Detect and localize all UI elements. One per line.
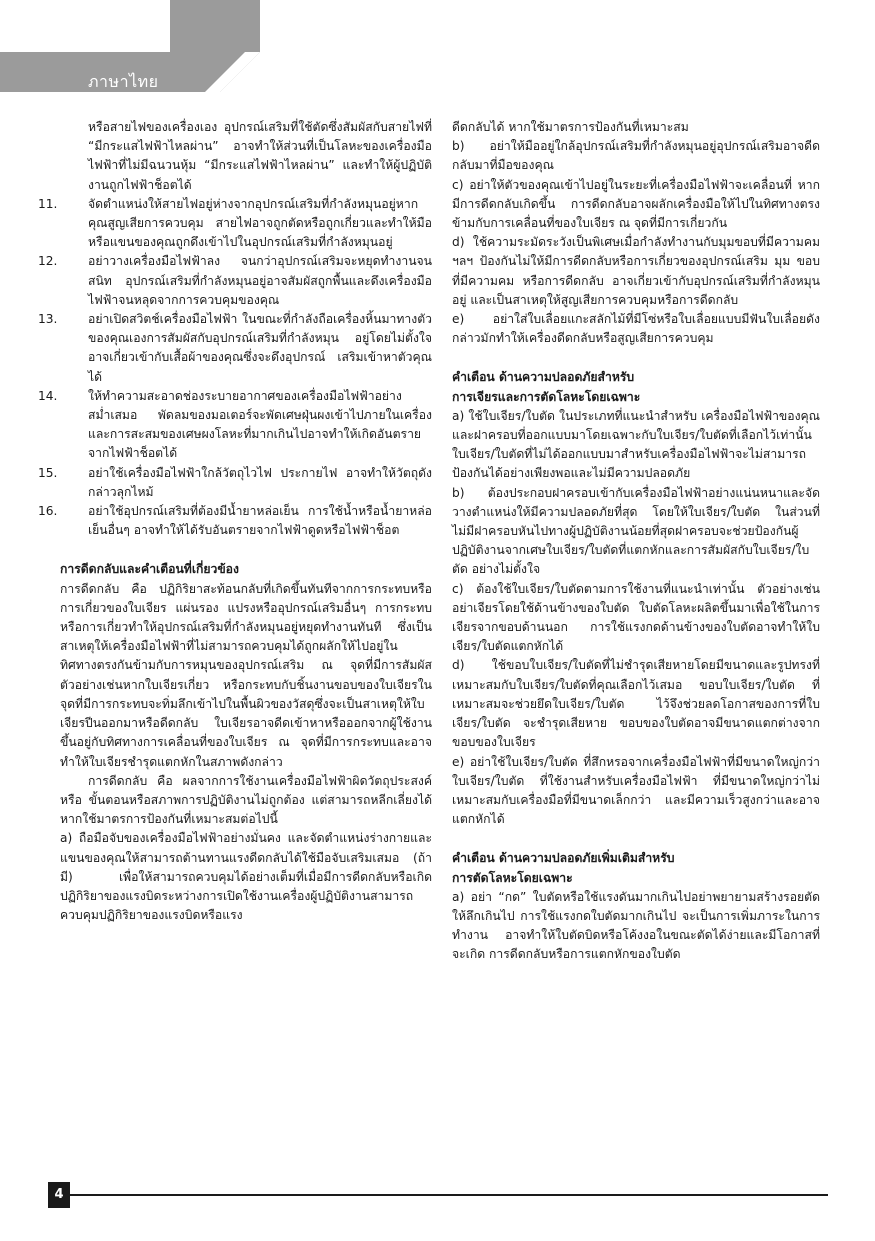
spacer — [60, 540, 432, 560]
list-item-number: 11. — [38, 196, 58, 211]
kickback-paragraph: การดีดกลับ คือ ผลจากการใช้งานเครื่องมือไฟฟ้าผิดวัตถุประสงค์ หรือ ขั้นตอนหรือสภาพการปฏิบัติงานไม่ถูกต้อง แต่สามารถหลีกเลี่ยงได้หากใช้มาตรการป้องกันที่เหมาะสมต่อไปนี้ — [60, 773, 432, 827]
list-item-continued — [60, 118, 432, 195]
list-item — [38, 252, 432, 310]
list-item-text: อย่าใช้เครื่องมือไฟฟ้าใกล้วัตถุไวไฟ ประกายไฟ อาจทำให้วัตถุดังกล่าวลุกไหม้ — [88, 465, 432, 499]
list-item-text: หรือสายไฟของเครื่องเอง อุปกรณ์เสริมที่ใช้ตัดซึ่งสัมผัสกับสายไฟที่ “มีกระแสไฟฟ้าไหลผ่าน” อาจทำให้ส่วนที่เป็นโลหะของเครื่องมือไฟฟ้าที่ไม่มีฉนวนหุ้ม “มีกระแสไฟฟ้าไหลผ่าน” และทำให้ผู้ปฏิบัติงานถูกไฟฟ้าช็อตได้ — [88, 120, 432, 192]
spacer — [452, 348, 820, 368]
grinding-heading-line2: การเจียรและการตัดโลหะโดยเฉพาะ — [452, 389, 641, 404]
kickback-item-a: a) ถือมือจับของเครื่องมือไฟฟ้าอย่างมั่นคง และจัดตำแหน่งร่างกายและแขนของคุณให้สามารถต้านทานแรงดีดกลับได้ใช้มือจับเสริมเสมอ (ถ้ามี) เพื่อให้สามารถควบคุมได้อย่างเต็มที่เมื่อมีการดีดกลับหรือเกิดปฏิกิริยาของแรงบิดระหว่างการเปิดใช้งานเครื่องผู้ปฏิบัติงานสามารถควบคุมปฏิกิริยาของแรงบิดหรือแรง — [60, 831, 432, 923]
kickback-heading: การดีดกลับและคำเตือนที่เกี่ยวข้อง — [60, 562, 239, 577]
list-item — [38, 387, 432, 464]
kickback-item-c: c) อย่าให้ตัวของคุณเข้าไปอยู่ในระยะที่เครื่องมือไฟฟ้าจะเคลื่อนที่ หากมีการดีดกลับเกิดขึ้น การดีดกลับอาจผลักเครื่องมือให้ไปในทิศทางตรงข้ามกับการเคลื่อนที่ของใบเจียร ณ จุดที่มีการเกี่ยวกัน — [452, 177, 820, 231]
list-item — [38, 310, 432, 387]
list-item-number: 16. — [38, 504, 58, 519]
spacer — [452, 829, 820, 849]
grinding-item-b: b) ต้องประกอบฝาครอบเข้ากับเครื่องมือไฟฟ้าอย่างแน่นหนาและจัดวางตำแหน่งให้มีความปลอดภัยที่สุด โดยให้ใบเจียร/ใบตัด ในส่วนที่ไม่มีฝาครอบหันไปทางผู้ปฏิบัติงานน้อยที่สุดฝาครอบจะช่วยป้องกันผู้ปฏิบัติงานจากเศษใบเจียร/ใบตัดที่แตกหักและการสัมผัสกับใบเจียร/ใบตัด อย่างไม่ตั้งใจ — [452, 485, 820, 577]
kickback-item-b: b) อย่าให้มืออยู่ใกล้อุปกรณ์เสริมที่กำลังหมุนอยู่อุปกรณ์เสริมอาจดีดกลับมาที่มือของคุณ — [452, 139, 820, 173]
language-label: ภาษาไทย — [88, 72, 159, 91]
list-item-number: 12. — [38, 254, 58, 269]
list-item — [38, 464, 432, 502]
cutting-heading-line2: การตัดโลหะโดยเฉพาะ — [452, 870, 573, 885]
list-item-text: อย่าวางเครื่องมือไฟฟ้าลง จนกว่าอุปกรณ์เสริมจะหยุดทำงานจนสนิท อุปกรณ์เสริมที่กำลังหมุนอยู่อาจสัมผัสถูกพื้นและดึงเครื่องมือไฟฟ้าจนหลุดจากการควบคุมของคุณ — [88, 254, 432, 307]
page-number: 4 — [48, 1182, 70, 1208]
list-item-number: 13. — [38, 312, 58, 327]
list-item-text: อย่าใช้อุปกรณ์เสริมที่ต้องมีน้ำยาหล่อเย็น การใช้น้ำหรือน้ำยาหล่อเย็นอื่นๆ อาจทำให้ได้รับอันตรายจากไฟฟ้าดูดหรือไฟฟ้าช็อต — [88, 504, 432, 538]
list-item-text: ให้ทำความสะอาดช่องระบายอากาศของเครื่องมือไฟฟ้าอย่างสม่ำเสมอ พัดลมของมอเตอร์จะพัดเศษฝุ่นผงเข้าไปภายในเครื่องและการสะสมของเศษผงโลหะที่มากเกินไปอาจทำให้เกิดอันตรายจากไฟฟ้าช็อตได้ — [88, 388, 432, 461]
list-item — [38, 502, 432, 540]
kickback-item-e: e) อย่าใส่ใบเลื่อยแกะสลักไม้ที่มีโซ่หรือใบเลื่อยแบบมีฟันใบเลื่อยดังกล่าวมักทำให้เครื่องดีดกลับหรือสูญเสียการควบคุม — [452, 312, 820, 346]
grinding-item-c: c) ต้องใช้ใบเจียร/ใบตัดตามการใช้งานที่แนะนำเท่านั้น ตัวอย่างเช่น อย่าเจียรโดยใช้ด้านข้างของใบตัด ใบตัดโลหะผลิตขึ้นมาเพื่อใช้ในการเจียรจากขอบด้านนอก การใช้แรงกดด้านข้างของใบตัดอาจทำให้ใบเจียร/ใบตัดแตกหักได้ — [452, 581, 820, 654]
grinding-item-e: e) อย่าใช้ใบเจียร/ใบตัด ที่สึกหรอจากเครื่องมือไฟฟ้าที่มีขนาดใหญ่กว่า ใบเจียร/ใบตัด ที่ใช้งานสำหรับเครื่องมือไฟฟ้า ที่มีขนาดใหญ่กว่าไม่เหมาะสมกับเครื่องมือที่มีขนาดเล็กกว่า และมีความเร็วสูงกว่าและอาจแตกหักได้ — [452, 754, 820, 827]
right-column — [452, 118, 820, 965]
list-item-number: 14. — [38, 388, 58, 403]
kickback-paragraph: การดีดกลับ คือ ปฏิกิริยาสะท้อนกลับที่เกิดขึ้นทันทีจากการกระทบหรือการเกี่ยวของใบเจียร แผ่นรอง แปรงหรืออุปกรณ์เสริมอื่นๆ การกระทบหรือการเกี่ยวทำให้อุปกรณ์เสริมที่กำลังหมุนอยู่หยุดทำงานทันที ซึ่งเป็นสาเหตุให้เครื่องมือไฟฟ้าที่ไม่สามารถควบคุมได้ถูกผลักให้ไปอยู่ในทิศทางตรงกันข้ามกับการหมุนของอุปกรณ์เสริม ณ จุดที่มีการสัมผัส ตัวอย่างเช่นหากใบเจียรเกี่ยว หรือกระทบกับชิ้นงานขอบของใบเจียรในจุดที่มีการกระทบจะทิ่มลึกเข้าไปในพื้นผิวของวัสดุซึ่งจะเป็นสาเหตุให้ใบเจียรปีนออกมาหรือดีดกลับ ใบเจียรอาจดีดเข้าหาหรือออกจากผู้ใช้งานขึ้นอยู่กับทิศทางการเคลื่อนที่ของใบเจียร ณ จุดที่มีการกระทบและอาจทำให้ใบเจียรชำรุดแตกหักในสภาพดังกล่าว — [60, 581, 432, 769]
list-item-text: จัดตำแหน่งให้สายไฟอยู่ห่างจากอุปกรณ์เสริมที่กำลังหมุนอยู่หากคุณสูญเสียการควบคุม สายไฟอาจถูกตัดหรือถูกเกี่ยวและทำให้มือหรือแขนของคุณถูกดึงเข้าไปในอุปกรณ์เสริมที่กำลังหมุนอยู่ — [88, 196, 432, 250]
language-tab — [0, 0, 260, 92]
grinding-item-d: d) ใช้ขอบใบเจียร/ใบตัดที่ไม่ชำรุดเสียหายโดยมีขนาดและรูปทรงที่เหมาะสมกับใบเจียร/ใบตัดที่คุณเลือกไว้เสมอ ขอบใบเจียร/ใบตัด ที่เหมาะสมจะช่วยยึดใบเจียร/ใบตัด ไว้จึงช่วยลดโอกาสของการที่ใบเจียร/ใบตัด จะชำรุดเสียหาย ขอบของใบตัดอาจมีขนาดแตกต่างจากขอบของใบเจียร — [452, 658, 820, 750]
kickback-item-continued: ดีดกลับได้ หากใช้มาตรการป้องกันที่เหมาะสม — [452, 120, 689, 134]
grinding-heading-line1: คำเตือน ด้านความปลอดภัยสำหรับ — [452, 370, 635, 385]
cutting-item-a: a) อย่า “กด” ใบตัดหรือใช้แรงดันมากเกินไปอย่าพยายามสร้างรอยตัดให้ลึกเกินไป การใช้แรงกดใบตัดมากเกินไป จะเป็นการเพิ่มภาระในการทำงาน อาจทำให้ใบตัดบิดหรือโค้งงอในขณะตัดได้ง่ายและมีโอกาสที่จะเกิด การดีดกลับหรือการแตกหักของใบตัด — [452, 889, 820, 962]
footer-rule — [48, 1194, 828, 1196]
grinding-item-a: a) ใช้ใบเจียร/ใบตัด ในประเภทที่แนะนำสำหรับ เครื่องมือไฟฟ้าของคุณและฝาครอบที่ออกแบบมาโดยเฉพาะกับใบเจียร/ใบตัดที่เลือกไว้เท่านั้น ใบเจียร/ใบตัดที่ไม่ได้ออกแบบมาสำหรับเครื่องมือไฟฟ้าจะไม่สามารถป้องกันได้อย่างเพียงพอและไม่มีความปลอดภัย — [452, 408, 820, 481]
left-column — [38, 118, 432, 925]
list-item — [38, 195, 432, 253]
cutting-heading-line1: คำเตือน ด้านความปลอดภัยเพิ่มเติมสำหรับ — [452, 851, 675, 866]
list-item-number: 15. — [38, 465, 58, 480]
list-item-text: อย่าเปิดสวิตช์เครื่องมือไฟฟ้า ในขณะที่กำลังถือเครื่องหิ้นมาทางตัวของคุณเองการสัมผัสกับอุปกรณ์เสริมที่กำลังหมุน อยู่โดยไม่ตั้งใจ อาจเกี่ยวเข้ากับเสื้อผ้าของคุณซึ่งจะดึงอุปกรณ์ เสริมเข้าหาตัวคุณได้ — [88, 312, 432, 384]
kickback-item-d: d) ใช้ความระมัดระวังเป็นพิเศษเมื่อกำลังทำงานกับมุมขอบที่มีความคม ฯลฯ ป้องกันไม่ให้มีการดีดกลับหรือการเกี่ยวของอุปกรณ์เสริม มุม ขอบที่มีความคม หรือการดีดกลับ อาจเกี่ยวเข้ากับอุปกรณ์เสริมที่กำลังหมุนอยู่ และเป็นสาเหตุให้สูญเสียการควบคุมหรือการดีดกลับ — [452, 235, 820, 307]
